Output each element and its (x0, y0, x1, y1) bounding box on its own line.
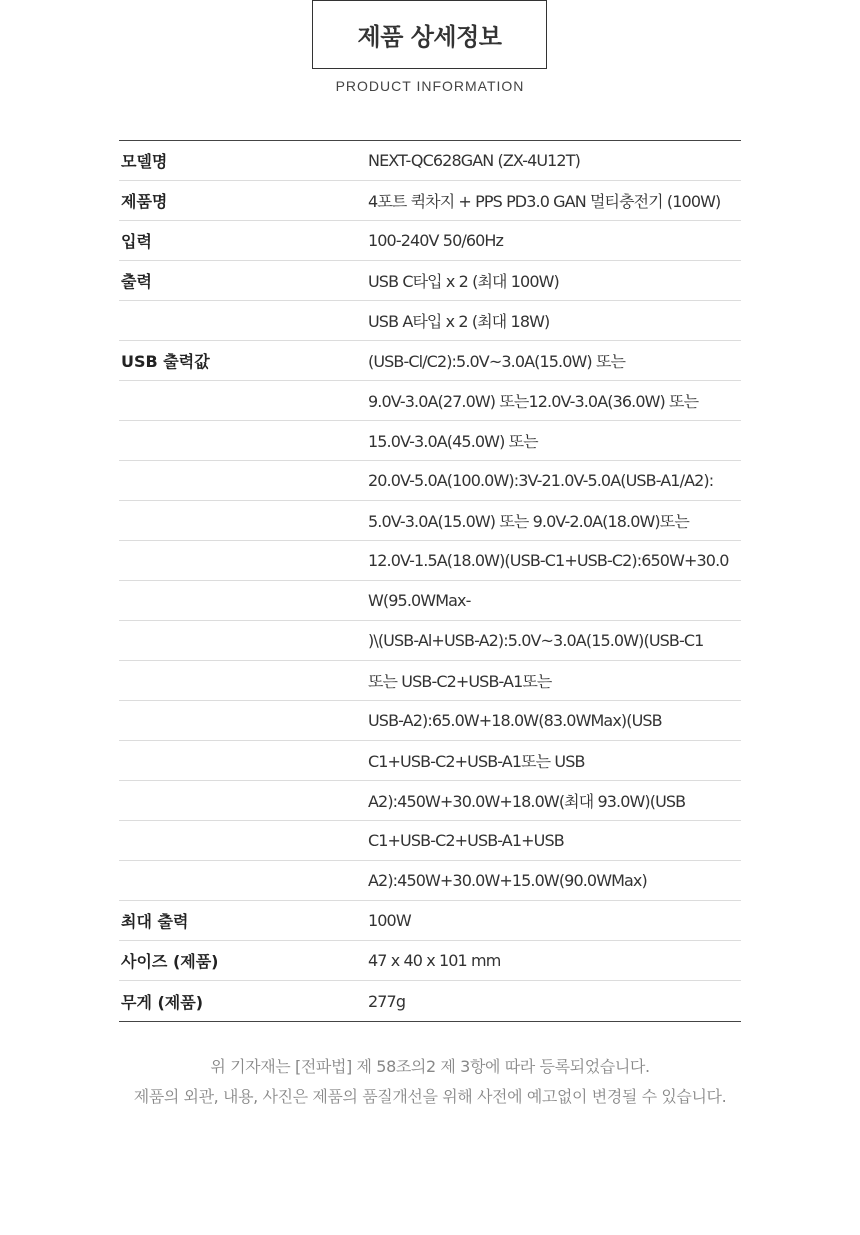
spec-label: 출력 (121, 272, 152, 291)
spec-value: NEXT-QC628GAN (ZX-4U12T) (368, 151, 580, 170)
section-title-box (312, 0, 547, 69)
page-title: 제품 상세정보 (357, 23, 502, 51)
notice-text (0, 1052, 860, 1112)
notice-line-disclaimer: 제품의 외관, 내용, 사진은 제품의 품질개선을 위해 사전에 예고없이 변경될 수 있습니다. (133, 1087, 727, 1106)
spec-label: 제품명 (121, 192, 168, 211)
spec-row (119, 741, 741, 781)
spec-value: (USB-Cl/C2):5.0V~3.0A(15.0W) 또는 (368, 352, 626, 371)
spec-value: 47 x 40 x 101 mm (368, 951, 501, 970)
spec-row (119, 501, 741, 541)
spec-row (119, 581, 741, 621)
spec-row (119, 821, 741, 861)
spec-value: 277g (368, 991, 406, 1011)
spec-row (119, 141, 741, 181)
spec-value: )\(USB-Al+USB-A2):5.0V~3.0A(15.0W)(USB-C1 (368, 631, 704, 650)
spec-label: USB 출력값 (121, 352, 210, 371)
spec-row (119, 981, 741, 1021)
spec-value: 15.0V-3.0A(45.0W) 또는 (368, 432, 538, 451)
spec-value: 12.0V-1.5A(18.0W)(USB-C1+USB-C2):650W+30.0 (368, 551, 729, 570)
spec-value: 20.0V-5.0A(100.0W):3V-21.0V-5.0A(USB-A1/A2): (368, 471, 714, 490)
spec-row (119, 261, 741, 301)
spec-value: 100-240V 50/60Hz (368, 231, 504, 250)
spec-label: 사이즈 (제품) (121, 952, 219, 971)
spec-value: USB-A2):65.0W+18.0W(83.0WMax)(USB (368, 711, 662, 730)
page-subtitle: PRODUCT INFORMATION (335, 78, 525, 94)
spec-table (119, 140, 741, 1022)
spec-value: 또는 USB-C2+USB-A1또는 (368, 672, 552, 691)
spec-row (119, 661, 741, 701)
spec-value: 100W (368, 911, 411, 930)
spec-row (119, 781, 741, 821)
spec-value: A2):450W+30.0W+15.0W(90.0WMax) (368, 871, 647, 890)
spec-label: 최대 출력 (121, 912, 189, 931)
notice-line-registration: 위 기자재는 [전파법] 제 58조의2 제 3항에 따라 등록되었습니다. (210, 1057, 650, 1076)
spec-row (119, 901, 741, 941)
spec-row (119, 541, 741, 581)
spec-value: USB A타입 x 2 (최대 18W) (368, 312, 550, 331)
spec-value: USB C타입 x 2 (최대 100W) (368, 272, 559, 291)
spec-label: 입력 (121, 232, 152, 251)
spec-row (119, 621, 741, 661)
spec-row (119, 301, 741, 341)
spec-row (119, 861, 741, 901)
spec-value: A2):450W+30.0W+18.0W(최대 93.0W)(USB (368, 792, 686, 811)
spec-label: 무게 (제품) (121, 992, 204, 1012)
spec-value: W(95.0WMax- (368, 591, 471, 610)
spec-value: 4포트 퀵차지 + PPS PD3.0 GAN 멀티충전기 (100W) (368, 192, 721, 211)
spec-row (119, 941, 741, 981)
spec-value: C1+USB-C2+USB-A1+USB (368, 831, 564, 850)
spec-row (119, 221, 741, 261)
spec-row (119, 181, 741, 221)
spec-row (119, 341, 741, 381)
spec-row (119, 381, 741, 421)
spec-row (119, 701, 741, 741)
spec-row (119, 461, 741, 501)
spec-value: 9.0V-3.0A(27.0W) 또는12.0V-3.0A(36.0W) 또는 (368, 392, 699, 411)
spec-value: C1+USB-C2+USB-A1또는 USB (368, 752, 585, 771)
spec-label: 모델명 (121, 152, 168, 171)
spec-value: 5.0V-3.0A(15.0W) 또는 9.0V-2.0A(18.0W)또는 (368, 512, 689, 531)
spec-row (119, 421, 741, 461)
